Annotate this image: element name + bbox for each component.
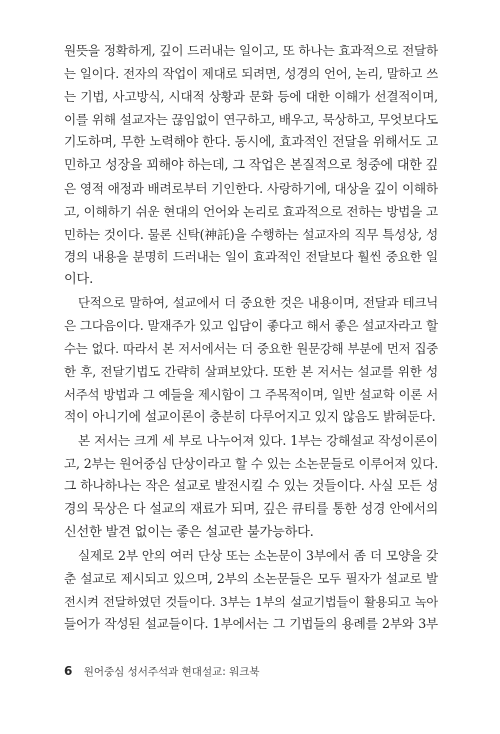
text-line: 민하고 성장을 꾀해야 하는데, 그 작업은 본질적으로 청중에 대한 깊	[64, 157, 438, 173]
text-line: 기도하며, 무한 노력해야 한다. 동시에, 효과적인 전달을 위해서도 고	[64, 134, 438, 150]
running-title: 원어중심 성서주석과 현대설교: 워크북	[83, 666, 260, 678]
page-number: 6	[64, 664, 73, 678]
text-line: 한 후, 전달기법도 간략히 살펴보았다. 또한 본 저서는 설교를 위한 성	[64, 364, 438, 380]
text-line: 전시켜 전달하였던 것들이다. 3부는 1부의 설교기법들이 활용되고 녹아	[64, 594, 438, 609]
text-line: 는 일이다. 전자의 작업이 제대로 되려면, 성경의 언어, 논리, 말하고 쓰	[64, 65, 438, 81]
text-line: 단적으로 말하여, 설교에서 더 중요한 것은 내용이며, 전달과 테크닉	[78, 295, 438, 311]
text-line: 들어가 작성된 설교들이다. 1부에서는 그 기법들의 용례를 2부와 3부	[64, 616, 438, 632]
text-line: 신선한 발견 없이는 좋은 설교란 불가능하다.	[64, 524, 314, 540]
text-line: 적이 아니기에 설교이론이 충분히 다루어지고 있지 않음도 밝혀둔다.	[64, 410, 436, 425]
paragraph	[64, 292, 438, 430]
text-line: 이다.	[64, 272, 94, 288]
text-line: 은 영적 애정과 배려로부터 기인한다. 사랑하기에, 대상을 깊이 이해하	[64, 180, 438, 196]
text-line: 은 그다음이다. 말재주가 있고 입담이 좋다고 해서 좋은 설교자라고 할	[64, 318, 438, 334]
text-line: 서주석 방법과 그 예들을 제시함이 그 주목적이며, 일반 설교학 이론 서	[64, 387, 438, 403]
text-line: 고, 이해하기 쉬운 현대의 언어와 논리로 효과적으로 전하는 방법을 고	[64, 203, 438, 219]
paragraph	[64, 40, 438, 292]
text-line: 는 기법, 사고방식, 시대적 상황과 문화 등에 대한 이해가 선결적이며,	[64, 88, 438, 104]
text-line: 경의 묵상은 다 설교의 재료가 되며, 깊은 큐티를 통한 성경 안에서의	[64, 501, 438, 517]
text-line: 원뜻을 정확하게, 깊이 드러내는 일이고, 또 하나는 효과적으로 전달하	[64, 43, 438, 58]
paragraph	[64, 430, 438, 545]
text-line: 그 하나하나는 작은 설교로 발전시킬 수 있는 것들이다. 사실 모든 성	[64, 478, 438, 494]
paragraph	[64, 545, 438, 637]
text-line: 춘 설교로 제시되고 있으며, 2부의 소논문들은 모두 필자가 설교로 발	[64, 570, 438, 586]
text-line: 이를 위해 설교자는 끊임없이 연구하고, 배우고, 묵상하고, 무엇보다도	[64, 111, 438, 127]
text-line: 수는 없다. 따라서 본 저서에서는 더 중요한 원문강해 부분에 먼저 집중	[64, 341, 438, 357]
text-line: 민하는 것이다. 물론 신탁(神託)을 수행하는 설교자의 직무 특성상, 성	[64, 226, 438, 242]
text-line: 고, 2부는 원어중심 단상이라고 할 수 있는 소논문들로 이루어져 있다.	[64, 455, 438, 471]
text-line: 본 저서는 크게 세 부로 나누어져 있다. 1부는 강해설교 작성이론이	[78, 432, 438, 448]
text-line: 실제로 2부 안의 여러 단상 또는 소논문이 3부에서 좀 더 모양을 갖	[78, 547, 438, 563]
body-text	[64, 40, 438, 636]
page-footer	[64, 664, 260, 679]
text-line: 경의 내용을 분명히 드러내는 일이 효과적인 전달보다 훨씬 중요한 일	[64, 249, 438, 265]
